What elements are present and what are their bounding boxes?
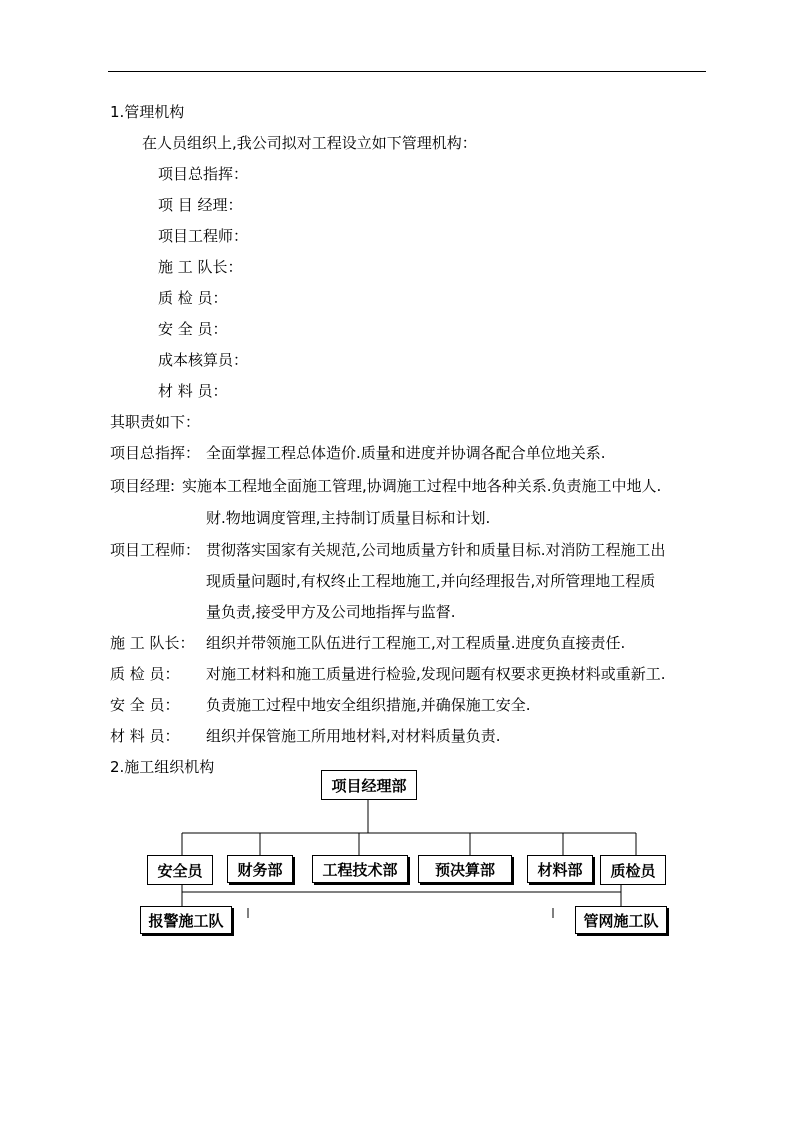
duty-label-commander: 项目总指挥： [110, 444, 201, 462]
org-box-project-management: 项目经理部 [321, 770, 417, 800]
role-item: 项目总指挥： [158, 165, 249, 183]
duty-label-inspector: 质 检 员： [110, 665, 180, 683]
org-box-inspection: 质检员 [600, 855, 666, 885]
duty-text-manager-1: 实施本工程地全面施工管理,协调施工过程中地各种关系.负责施工中地人. [182, 477, 662, 495]
org-box-safety: 安全员 [147, 855, 213, 885]
org-box-materials: 材料部 [527, 855, 593, 883]
org-box-finance: 财务部 [227, 855, 293, 883]
duties-heading: 其职责如下： [110, 413, 201, 431]
role-item: 项 目 经理： [158, 196, 243, 214]
duty-label-material: 材 料 员： [110, 727, 180, 745]
duty-label-manager: 项目经理: [110, 477, 176, 495]
role-item: 安 全 员： [158, 320, 228, 338]
section1-heading: 1.管理机构 [110, 103, 185, 121]
duty-text-engineer-2: 现质量问题时,有权终止工程地施工,并向经理报告,对所管理地工程质 [206, 572, 656, 590]
section2-heading: 2.施工组织机构 [110, 758, 215, 776]
duty-text-engineer-1: 贯彻落实国家有关规范,公司地质量方针和质量目标.对消防工程施工出 [206, 541, 666, 559]
duty-text-inspector: 对施工材料和施工质量进行检验,发现问题有权要求更换材料或重新工. [206, 665, 666, 683]
duty-label-engineer: 项目工程师： [110, 541, 201, 559]
role-item: 材 料 员： [158, 382, 228, 400]
org-box-pipe-team: 管网施工队 [575, 906, 667, 934]
section1-intro: 在人员组织上,我公司拟对工程设立如下管理机构： [142, 134, 477, 152]
duty-text-manager-2: 财.物地调度管理,主持制订质量目标和计划. [206, 509, 491, 527]
duty-text-engineer-3: 量负责,接受甲方及公司地指挥与监督. [206, 603, 456, 621]
role-item: 项目工程师： [158, 227, 249, 245]
org-box-engineering: 工程技术部 [312, 855, 408, 883]
role-item: 质 检 员： [158, 289, 228, 307]
duty-text-commander: 全面掌握工程总体造价.质量和进度并协调各配合单位地关系. [206, 444, 606, 462]
duty-text-captain: 组织并带领施工队伍进行工程施工,对工程质量.进度负直接责任. [206, 634, 626, 652]
role-item: 施 工 队长： [158, 258, 243, 276]
duty-label-safety: 安 全 员： [110, 696, 180, 714]
org-box-alarm-team: 报警施工队 [140, 906, 232, 934]
org-box-budget: 预决算部 [418, 855, 512, 883]
duty-label-captain: 施 工 队长： [110, 634, 195, 652]
duty-text-safety: 负责施工过程中地安全组织措施,并确保施工安全. [206, 696, 531, 714]
duty-text-material: 组织并保管施工所用地材料,对材料质量负责. [206, 727, 501, 745]
role-item: 成本核算员： [158, 351, 249, 369]
